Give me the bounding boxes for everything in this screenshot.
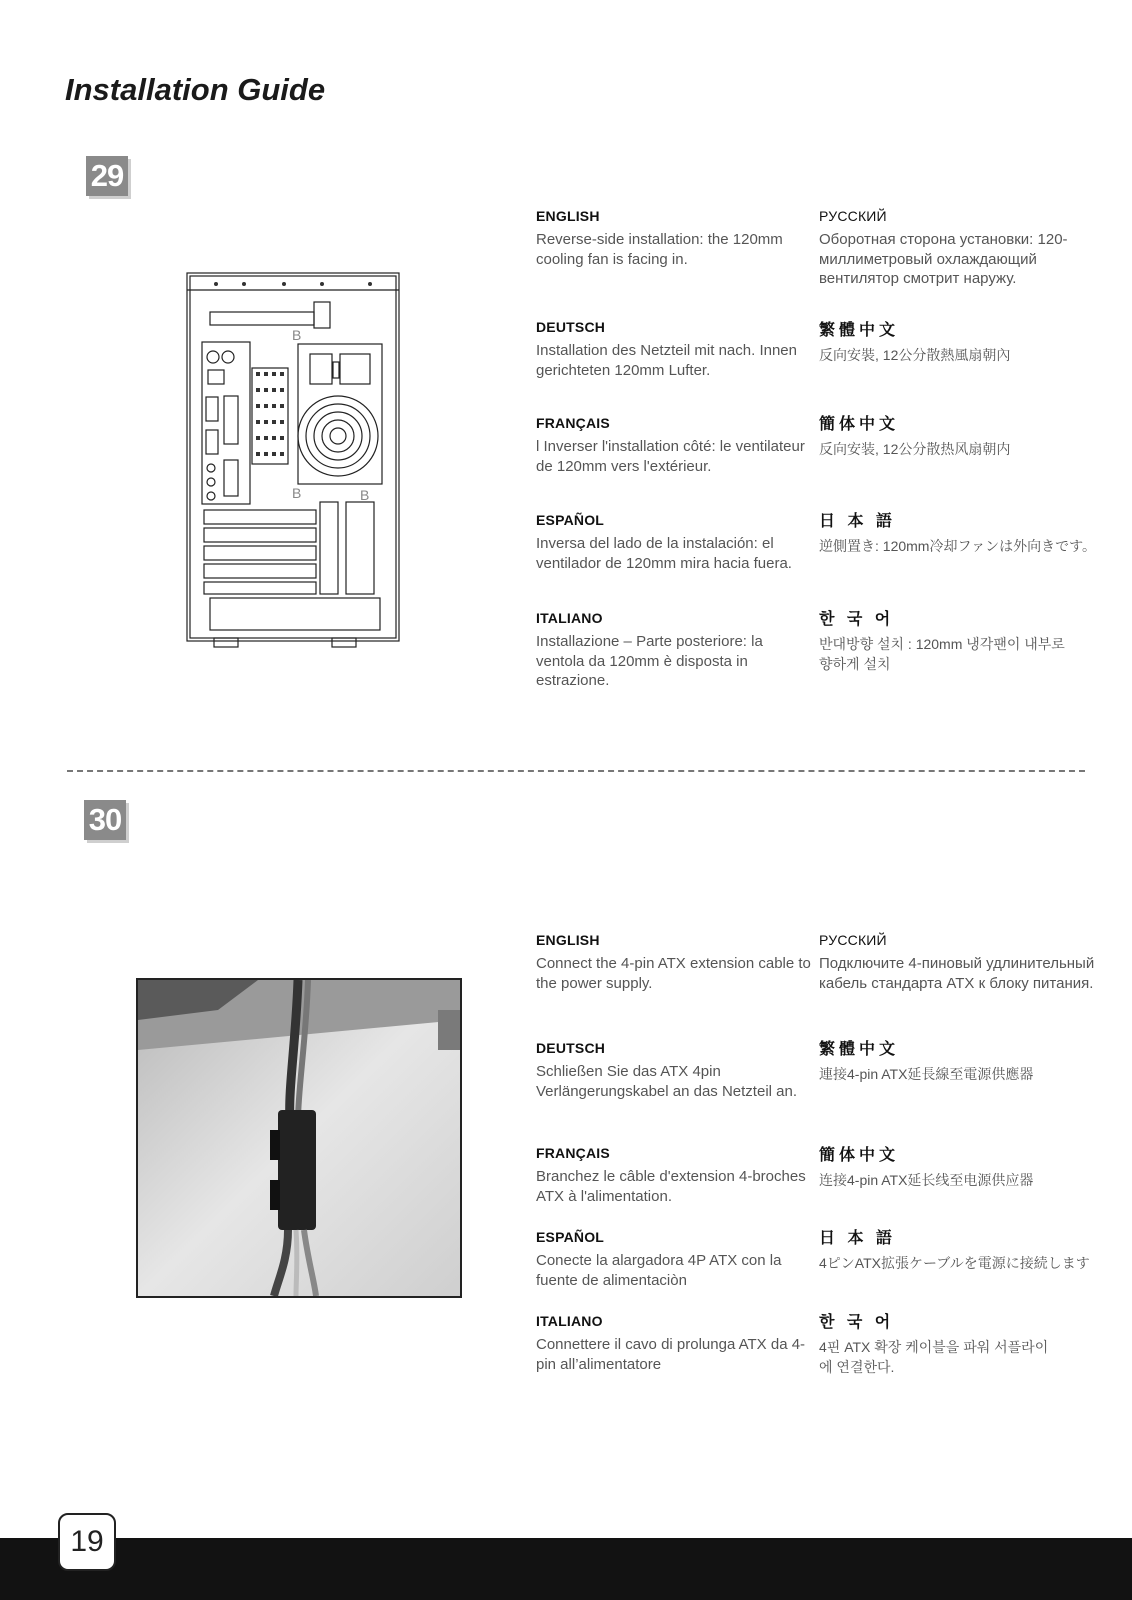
lang-text: 反向安装, 12公分散热风扇朝内	[819, 441, 1011, 457]
diagram-label-b: B	[292, 327, 302, 343]
lang-block-japanese	[819, 508, 1109, 557]
lang-block-simplified-chinese	[819, 411, 1094, 460]
lang-block-french	[536, 1145, 811, 1206]
lang-name: ESPAÑOL	[536, 1229, 605, 1245]
lang-name: РУССКИЙ	[819, 208, 887, 224]
lang-name: ENGLISH	[536, 932, 600, 948]
lang-text: Installation des Netzteil mit nach. Innen gerichteten 120mm Lufter.	[536, 342, 797, 379]
lang-block-russian	[819, 932, 1099, 993]
lang-block-italian	[536, 1313, 811, 1374]
diagram-label-b: B	[292, 485, 302, 501]
diagram-label-b: B	[360, 487, 370, 503]
lang-text: 4ピンATX拡張ケーブルを電源に接続します	[819, 1255, 1090, 1271]
footer-bar	[0, 1538, 1132, 1600]
lang-block-italian	[536, 610, 811, 691]
lang-text: Подключите 4-пиновый удлинительный кабель стандарта ATX к блоку питания.	[819, 955, 1095, 992]
lang-block-spanish	[536, 1229, 811, 1290]
lang-block-simplified-chinese	[819, 1142, 1094, 1191]
lang-text: 反向安裝, 12公分散熱風扇朝內	[819, 347, 1011, 363]
lang-name: 繁體中文	[819, 322, 900, 339]
lang-block-french	[536, 415, 816, 476]
lang-name: ITALIANO	[536, 1313, 603, 1329]
lang-text: Schließen Sie das ATX 4pin Verlängerungskabel an das Netzteil an.	[536, 1063, 798, 1100]
lang-text: Installazione – Parte posteriore: la ventola da 120mm è disposta in estrazione.	[536, 633, 763, 689]
lang-block-korean	[819, 1309, 1059, 1377]
lang-name: 한 국 어	[819, 1314, 895, 1331]
lang-block-english	[536, 932, 811, 993]
step-30-badge: 30	[84, 800, 126, 840]
lang-text: Conecte la alargadora 4P ATX con la fuente de alimentaciòn	[536, 1252, 782, 1289]
lang-name: DEUTSCH	[536, 1040, 606, 1056]
lang-name: РУССКИЙ	[819, 932, 887, 948]
lang-name: 日 本 語	[819, 513, 896, 530]
case-rear-diagram	[186, 272, 400, 656]
lang-block-german	[536, 319, 811, 380]
lang-block-german	[536, 1040, 816, 1101]
lang-text: Оборотная сторона установки: 120-миллиметровый охлаждающий вентилятор смотрит наружу.	[819, 231, 1068, 287]
lang-name: ITALIANO	[536, 610, 603, 626]
lang-name: ENGLISH	[536, 208, 600, 224]
lang-name: ESPAÑOL	[536, 512, 605, 528]
lang-name: FRANÇAIS	[536, 415, 610, 431]
lang-name: 簡体中文	[819, 416, 900, 433]
lang-text: l Inverser l'installation côté: le ventilateur de 120mm vers l'extérieur.	[536, 438, 805, 475]
lang-text: Inversa del lado de la instalación: el ventilador de 120mm mira hacia fuera.	[536, 535, 792, 572]
lang-name: FRANÇAIS	[536, 1145, 610, 1161]
lang-text: Connect the 4-pin ATX extension cable to the power supply.	[536, 955, 811, 992]
lang-text: 連接4-pin ATX延長線至電源供應器	[819, 1066, 1034, 1082]
page-number: 19	[58, 1513, 116, 1571]
lang-text: 4핀 ATX 확장 케이블을 파워 서플라이에 연결한다.	[819, 1339, 1049, 1375]
lang-text: 逆側置き: 120mm冷却ファンは外向きです。	[819, 538, 1097, 554]
page-title: Installation Guide	[65, 72, 326, 107]
lang-name: 한 국 어	[819, 611, 895, 628]
lang-block-spanish	[536, 512, 816, 573]
lang-block-traditional-chinese	[819, 317, 1094, 366]
lang-name: 繁體中文	[819, 1041, 900, 1058]
step-29-badge: 29	[86, 156, 128, 196]
lang-name: 日 本 語	[819, 1230, 896, 1247]
lang-text: 连接4-pin ATX延长线至电源供应器	[819, 1172, 1034, 1188]
lang-text: Branchez le câble d'extension 4-broches ATX à l'alimentation.	[536, 1168, 806, 1205]
lang-block-english	[536, 208, 811, 269]
section-divider	[67, 770, 1085, 772]
lang-name: DEUTSCH	[536, 319, 606, 335]
atx-cable-photo	[136, 978, 462, 1298]
lang-text: Reverse-side installation: the 120mm cooling fan is facing in.	[536, 231, 783, 268]
lang-text: 반대방향 설치 : 120mm 냉각팬이 내부로 향하게 설치	[819, 636, 1065, 672]
lang-block-russian	[819, 208, 1109, 289]
lang-name: 簡体中文	[819, 1147, 900, 1164]
lang-text: Connettere il cavo di prolunga ATX da 4-pin all’alimentatore	[536, 1336, 806, 1373]
lang-block-japanese	[819, 1225, 1109, 1274]
lang-block-traditional-chinese	[819, 1036, 1094, 1085]
lang-block-korean	[819, 606, 1079, 674]
